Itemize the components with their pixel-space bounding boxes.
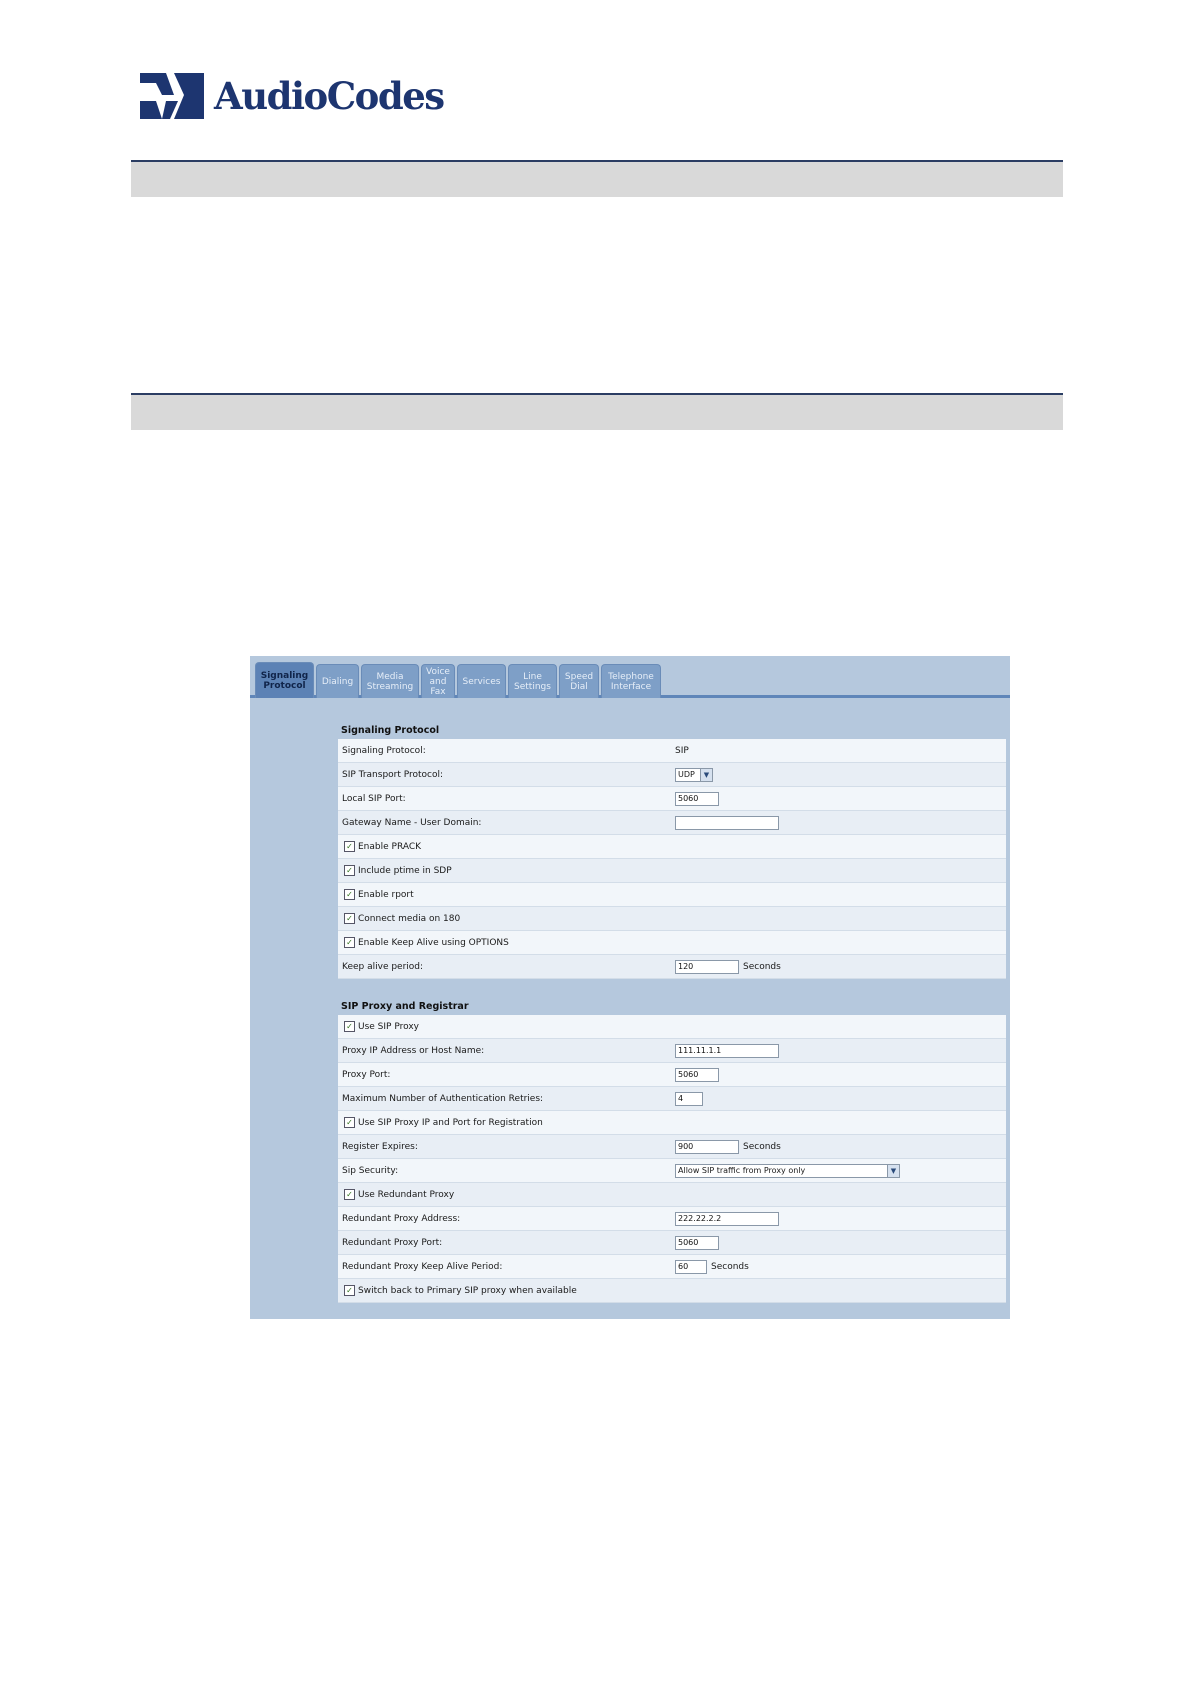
company-logo xyxy=(140,70,444,122)
tab-dialing[interactable]: Dialing xyxy=(316,664,359,698)
redundant-keepalive-input[interactable]: 60 xyxy=(675,1260,707,1274)
transport-protocol-select[interactable] xyxy=(675,768,713,782)
section-header-bar xyxy=(131,160,1063,197)
proxy-address-input[interactable]: 111.11.1.1 xyxy=(675,1044,779,1058)
signaling-protocol-label: Signaling Protocol: xyxy=(342,745,426,756)
row-use-sip-proxy xyxy=(338,1015,1006,1039)
redundant-address-label: Redundant Proxy Address: xyxy=(342,1213,461,1224)
switch-back-primary-label: Switch back to Primary SIP proxy when available xyxy=(358,1285,577,1296)
use-sip-proxy-checkbox[interactable]: ✓ xyxy=(344,1021,355,1032)
enable-rport-label: Enable rport xyxy=(358,889,414,900)
redundant-address-input[interactable]: 222.22.2.2 xyxy=(675,1212,779,1226)
use-redundant-proxy-label: Use Redundant Proxy xyxy=(358,1189,455,1200)
register-expires-label: Register Expires: xyxy=(342,1141,418,1152)
row-connect-media-180 xyxy=(338,907,1006,931)
row-proxy-port xyxy=(338,1063,1006,1087)
row-include-ptime xyxy=(338,859,1006,883)
gateway-name-input[interactable] xyxy=(675,816,779,830)
enable-rport-checkbox[interactable]: ✓ xyxy=(344,889,355,900)
transport-protocol-label: SIP Transport Protocol: xyxy=(342,769,444,780)
row-sip-security xyxy=(338,1159,1006,1183)
logo-text: AudioCodes xyxy=(214,74,444,118)
sip-security-select[interactable] xyxy=(675,1164,900,1178)
local-sip-port-input[interactable]: 5060 xyxy=(675,792,719,806)
tab-telephone-interface[interactable]: Telephone Interface xyxy=(601,664,661,698)
max-auth-retries-input[interactable]: 4 xyxy=(675,1092,703,1106)
section-title-signaling: Signaling Protocol xyxy=(341,725,440,736)
keepalive-period-label: Keep alive period: xyxy=(342,961,424,972)
row-max-auth-retries xyxy=(338,1087,1006,1111)
row-use-redundant-proxy xyxy=(338,1183,1006,1207)
tab-voice-and-fax[interactable]: Voice and Fax xyxy=(421,664,455,698)
keepalive-period-input[interactable]: 120 xyxy=(675,960,739,974)
row-enable-rport xyxy=(338,883,1006,907)
keepalive-options-checkbox[interactable]: ✓ xyxy=(344,937,355,948)
enable-prack-label: Enable PRACK xyxy=(358,841,422,852)
enable-prack-checkbox[interactable]: ✓ xyxy=(344,841,355,852)
row-signaling-protocol xyxy=(338,739,1006,763)
proxy-address-label: Proxy IP Address or Host Name: xyxy=(342,1045,485,1056)
row-transport-protocol xyxy=(338,763,1006,787)
use-proxy-for-registration-label: Use SIP Proxy IP and Port for Registration xyxy=(358,1117,543,1128)
row-redundant-address xyxy=(338,1207,1006,1231)
row-proxy-address xyxy=(338,1039,1006,1063)
row-use-proxy-for-registration xyxy=(338,1111,1006,1135)
settings-form xyxy=(338,722,1006,1319)
include-ptime-checkbox[interactable]: ✓ xyxy=(344,865,355,876)
redundant-port-label: Redundant Proxy Port: xyxy=(342,1237,443,1248)
row-redundant-port xyxy=(338,1231,1006,1255)
use-sip-proxy-label: Use SIP Proxy xyxy=(358,1021,419,1032)
row-local-sip-port xyxy=(338,787,1006,811)
connect-media-180-label: Connect media on 180 xyxy=(358,913,461,924)
tab-services[interactable]: Services xyxy=(457,664,506,698)
tab-speed-dial[interactable]: Speed Dial xyxy=(559,664,599,698)
proxy-port-label: Proxy Port: xyxy=(342,1069,391,1080)
include-ptime-label: Include ptime in SDP xyxy=(358,865,452,876)
register-expires-unit: Seconds xyxy=(743,1141,781,1152)
local-sip-port-label: Local SIP Port: xyxy=(342,793,406,804)
sip-settings-screenshot xyxy=(250,656,1010,1319)
sip-security-label: Sip Security: xyxy=(342,1165,399,1176)
row-register-expires xyxy=(338,1135,1006,1159)
tab-strip xyxy=(255,660,1010,698)
keepalive-period-unit: Seconds xyxy=(743,961,781,972)
signaling-protocol-value: SIP xyxy=(675,745,689,756)
tab-media-streaming[interactable]: Media Streaming xyxy=(361,664,419,698)
proxy-port-input[interactable]: 5060 xyxy=(675,1068,719,1082)
transport-protocol-selected: UDP xyxy=(678,769,695,779)
gateway-name-label: Gateway Name - User Domain: xyxy=(342,817,482,828)
section-header-bar xyxy=(131,393,1063,430)
connect-media-180-checkbox[interactable]: ✓ xyxy=(344,913,355,924)
use-proxy-for-registration-checkbox[interactable]: ✓ xyxy=(344,1117,355,1128)
redundant-keepalive-unit: Seconds xyxy=(711,1261,749,1272)
tab-line-settings[interactable]: Line Settings xyxy=(508,664,557,698)
register-expires-input[interactable]: 900 xyxy=(675,1140,739,1154)
row-enable-prack xyxy=(338,835,1006,859)
redundant-keepalive-label: Redundant Proxy Keep Alive Period: xyxy=(342,1261,503,1272)
audiocodes-logo-icon xyxy=(140,71,206,121)
row-redundant-keepalive xyxy=(338,1255,1006,1279)
row-keepalive-period xyxy=(338,955,1006,979)
tab-signaling-protocol[interactable]: Signaling Protocol xyxy=(255,662,314,698)
sip-security-selected: Allow SIP traffic from Proxy only xyxy=(678,1165,806,1175)
row-gateway-name xyxy=(338,811,1006,835)
redundant-port-input[interactable]: 5060 xyxy=(675,1236,719,1250)
section-title-proxy: SIP Proxy and Registrar xyxy=(341,1001,469,1012)
row-switch-back-primary xyxy=(338,1279,1006,1303)
use-redundant-proxy-checkbox[interactable]: ✓ xyxy=(344,1189,355,1200)
max-auth-retries-label: Maximum Number of Authentication Retries: xyxy=(342,1093,544,1104)
switch-back-primary-checkbox[interactable]: ✓ xyxy=(344,1285,355,1296)
row-keepalive-options xyxy=(338,931,1006,955)
chevron-down-icon: ▼ xyxy=(887,1165,899,1177)
keepalive-options-label: Enable Keep Alive using OPTIONS xyxy=(358,937,509,948)
chevron-down-icon: ▼ xyxy=(700,769,712,781)
